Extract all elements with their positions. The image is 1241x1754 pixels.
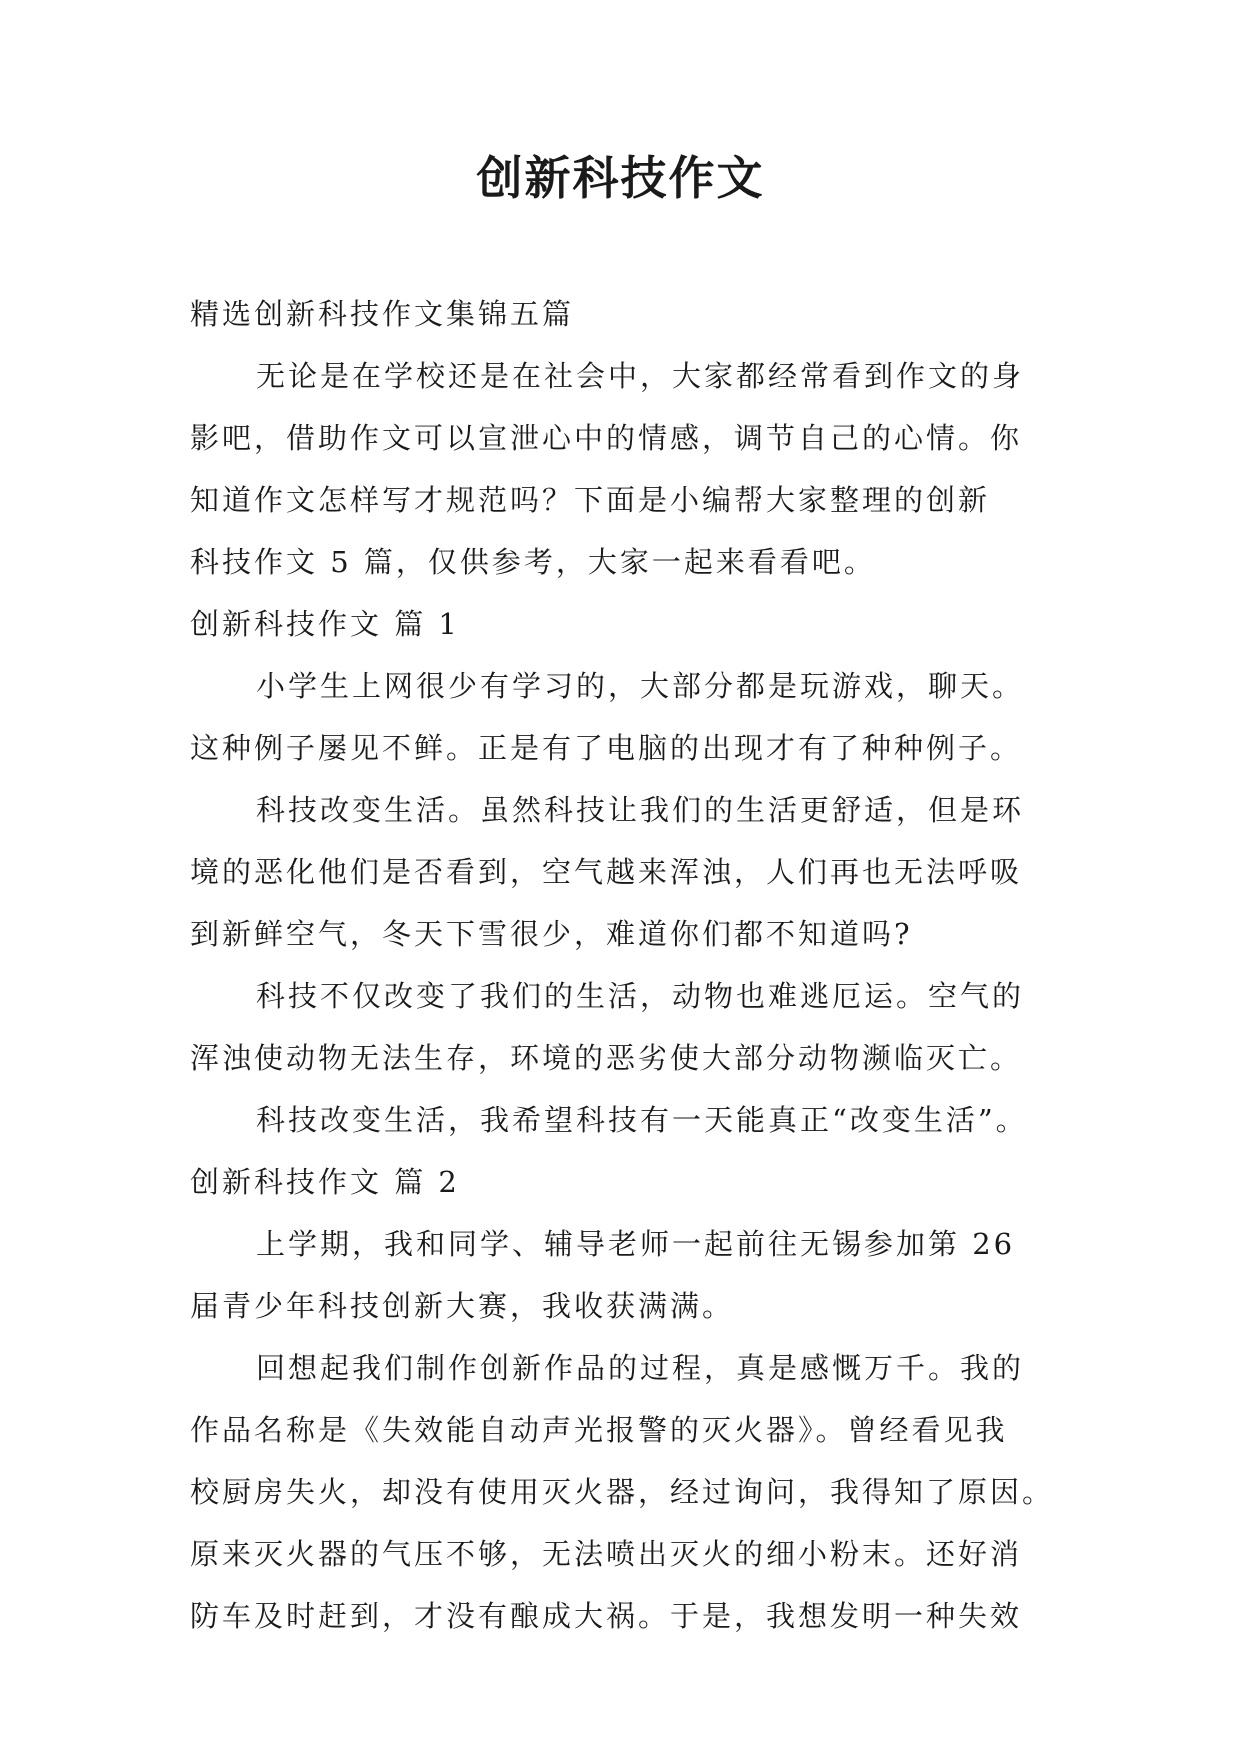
text-line: 防车及时赶到，才没有酿成大祸。于是，我想发明一种失效	[190, 1599, 1023, 1633]
text-line: 到新鲜空气，冬天下雪很少，难道你们都不知道吗?	[190, 917, 913, 951]
text-line: 知道作文怎样写才规范吗？下面是小编帮大家整理的创新	[190, 483, 991, 517]
section-heading: 创新科技作文 篇 1	[190, 607, 460, 641]
text-line: 小学生上网很少有学习的，大部分都是玩游戏，聊天。	[256, 669, 1025, 703]
text-line: 影吧，借助作文可以宣泄心中的情感，调节自己的心情。你	[190, 421, 1023, 455]
paragraph	[190, 965, 1060, 1089]
text-line: 届青少年科技创新大赛，我收获满满。	[190, 1289, 735, 1323]
paragraph	[190, 1213, 1060, 1337]
text-line: 上学期，我和同学、辅导老师一起前往无锡参加第 26	[256, 1227, 1016, 1261]
text-line: 境的恶化他们是否看到，空气越来浑浊，人们再也无法呼吸	[190, 855, 1023, 889]
paragraph	[190, 1089, 1060, 1151]
document-title: 创新科技作文	[476, 151, 765, 205]
text-line: 科技作文 5 篇，仅供参考，大家一起来看看吧。	[190, 545, 876, 579]
text-line: 科技改变生活，我希望科技有一天能真正“改变生活”。	[256, 1103, 1028, 1137]
text-line: 科技不仅改变了我们的生活，动物也难逃厄运。空气的	[256, 979, 1025, 1013]
paragraph	[190, 1337, 1060, 1647]
text-line: 无论是在学校还是在社会中，大家都经常看到作文的身	[256, 359, 1025, 393]
text-line: 作品名称是《失效能自动声光报警的灭火器》。曾经看见我	[190, 1413, 1008, 1447]
text-line: 校厨房失火，却没有使用灭火器，经过询问，我得知了原因。	[190, 1475, 1055, 1509]
document-body	[190, 283, 1060, 1647]
text-line: 回想起我们制作创新作品的过程，真是感慨万千。我的	[256, 1351, 1025, 1385]
paragraph	[190, 655, 1060, 779]
text-line: 浑浊使动物无法生存，环境的恶劣使大部分动物濒临灭亡。	[190, 1041, 1023, 1075]
collection-subtitle: 精选创新科技作文集锦五篇	[190, 297, 575, 331]
text-line: 这种例子屡见不鲜。正是有了电脑的出现才有了种种例子。	[190, 731, 1023, 765]
section-heading: 创新科技作文 篇 2	[190, 1165, 460, 1199]
text-line: 原来灭火器的气压不够，无法喷出灭火的细小粉末。还好消	[190, 1537, 1023, 1571]
intro-paragraph	[190, 345, 1060, 593]
paragraph	[190, 779, 1060, 965]
text-line: 科技改变生活。虽然科技让我们的生活更舒适，但是环	[256, 793, 1025, 827]
